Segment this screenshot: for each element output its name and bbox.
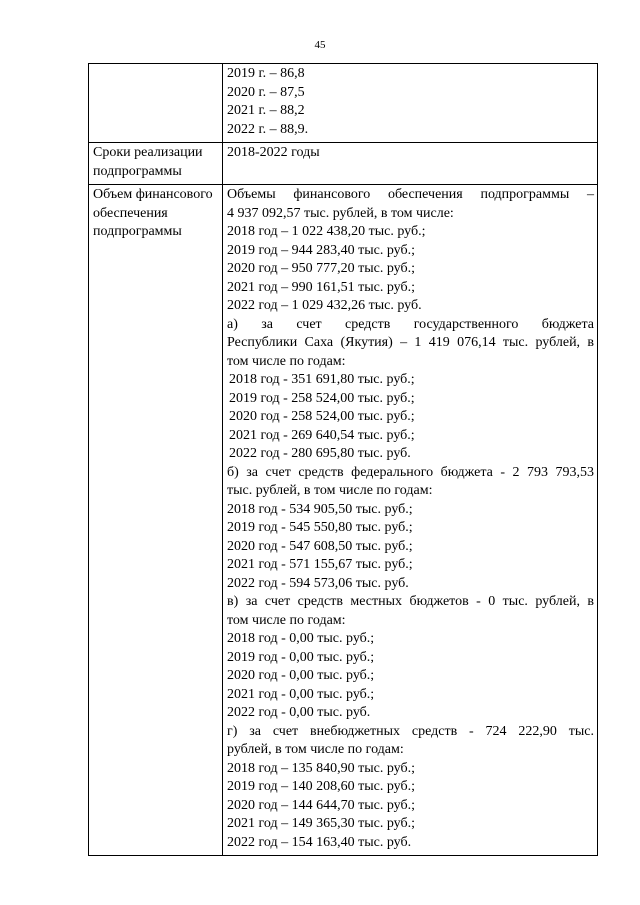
total-year-line: 2020 год – 950 777,20 тыс. руб.; xyxy=(227,261,415,276)
row-label-cell xyxy=(89,185,223,856)
section-a-year-line: 2022 год - 280 695,80 тыс. руб. xyxy=(229,446,411,461)
section-b-heading-line: б) за счет средств федерального бюджета - 2 793 793,53 xyxy=(227,464,594,480)
section-b-heading-line: тыс. рублей, в том числе по годам: xyxy=(227,483,433,498)
indicator-value-line: 2020 г. – 87,5 xyxy=(227,84,305,100)
implementation-period-cell xyxy=(223,143,598,185)
total-year-line: 2019 год – 944 283,40 тыс. руб.; xyxy=(227,242,415,258)
section-d-year-line: 2022 год – 154 163,40 тыс. руб. xyxy=(227,834,412,850)
section-a-year-line: 2021 год - 269 640,54 тыс. руб.; xyxy=(229,427,415,443)
section-b-year-line: 2022 год - 594 573,06 тыс. руб. xyxy=(227,575,409,591)
indicator-value-line: 2019 г. – 86,8 xyxy=(227,66,305,81)
indicator-values-cell xyxy=(223,64,598,143)
indicator-value-line: 2022 г. – 88,9. xyxy=(227,121,309,137)
total-year-line: 2018 год – 1 022 438,20 тыс. руб.; xyxy=(227,224,426,239)
row-label-line: подпрограммы xyxy=(93,224,182,239)
section-b-year-line: 2020 год - 547 608,50 тыс. руб.; xyxy=(227,538,413,554)
table-row xyxy=(89,64,598,143)
total-year-line: 2022 год – 1 029 432,26 тыс. руб. xyxy=(227,298,422,313)
total-year-line: 2021 год – 990 161,51 тыс. руб.; xyxy=(227,279,415,295)
blank-line xyxy=(227,163,594,182)
table-row xyxy=(89,143,598,185)
subprogram-passport-table xyxy=(88,63,598,856)
section-b-year-line: 2019 год - 545 550,80 тыс. руб.; xyxy=(227,520,413,535)
section-c-heading-line: в) за счет средств местных бюджетов - 0 тыс. рублей, в xyxy=(227,594,594,609)
indicator-value-line: 2021 г. – 88,2 xyxy=(227,103,305,118)
section-a-year-line: 2019 год - 258 524,00 тыс. руб.; xyxy=(229,390,415,406)
row-label-line: обеспечения xyxy=(93,205,168,221)
row-label-line: Сроки реализации xyxy=(93,145,203,160)
section-a-year-line: 2020 год - 258 524,00 тыс. руб.; xyxy=(229,409,415,424)
section-c-year-line: 2018 год - 0,00 тыс. руб.; xyxy=(227,631,375,646)
section-d-year-line: 2019 год – 140 208,60 тыс. руб.; xyxy=(227,779,415,794)
section-d-year-line: 2020 год – 144 644,70 тыс. руб.; xyxy=(227,797,415,813)
section-d-heading-line: г) за счет внебюджетных средств - 724 222,90 тыс. xyxy=(227,723,594,739)
section-c-year-line: 2021 год - 0,00 тыс. руб.; xyxy=(227,686,375,702)
row-label-cell xyxy=(89,64,223,143)
section-a-year-line: 2018 год - 351 691,80 тыс. руб.; xyxy=(229,372,415,387)
page-number: 45 xyxy=(314,39,326,51)
section-c-year-line: 2019 год - 0,00 тыс. руб.; xyxy=(227,649,375,665)
section-d-year-line: 2021 год – 149 365,30 тыс. руб.; xyxy=(227,816,415,831)
section-d-year-line: 2018 год – 135 840,90 тыс. руб.; xyxy=(227,760,415,776)
row-label-cell xyxy=(89,143,223,185)
section-b-year-line: 2021 год - 571 155,67 тыс. руб.; xyxy=(227,557,413,572)
section-c-heading-line: том числе по годам: xyxy=(227,612,346,628)
implementation-period: 2018-2022 годы xyxy=(227,145,320,160)
table-row xyxy=(89,185,598,856)
funding-intro-line: 4 937 092,57 тыс. рублей, в том числе: xyxy=(227,205,454,221)
section-b-year-line: 2018 год - 534 905,50 тыс. руб.; xyxy=(227,501,413,517)
section-a-heading-line: том числе по годам: xyxy=(227,353,346,369)
row-label-line: Объем финансового xyxy=(93,187,213,202)
row-label-line: подпрограммы xyxy=(93,163,182,179)
funding-intro-line: Объемы финансового обеспечения подпрограммы – xyxy=(227,187,594,202)
section-a-heading-line: Республики Саха (Якутия) – 1 419 076,14 тыс. рублей, в xyxy=(227,335,594,350)
funding-details-cell xyxy=(223,185,598,856)
section-a-heading-line: а) за счет средств государственного бюджета xyxy=(227,316,594,332)
section-c-year-line: 2022 год - 0,00 тыс. руб. xyxy=(227,705,371,720)
section-c-year-line: 2020 год - 0,00 тыс. руб.; xyxy=(227,668,375,683)
section-d-heading-line: рублей, в том числе по годам: xyxy=(227,742,404,757)
